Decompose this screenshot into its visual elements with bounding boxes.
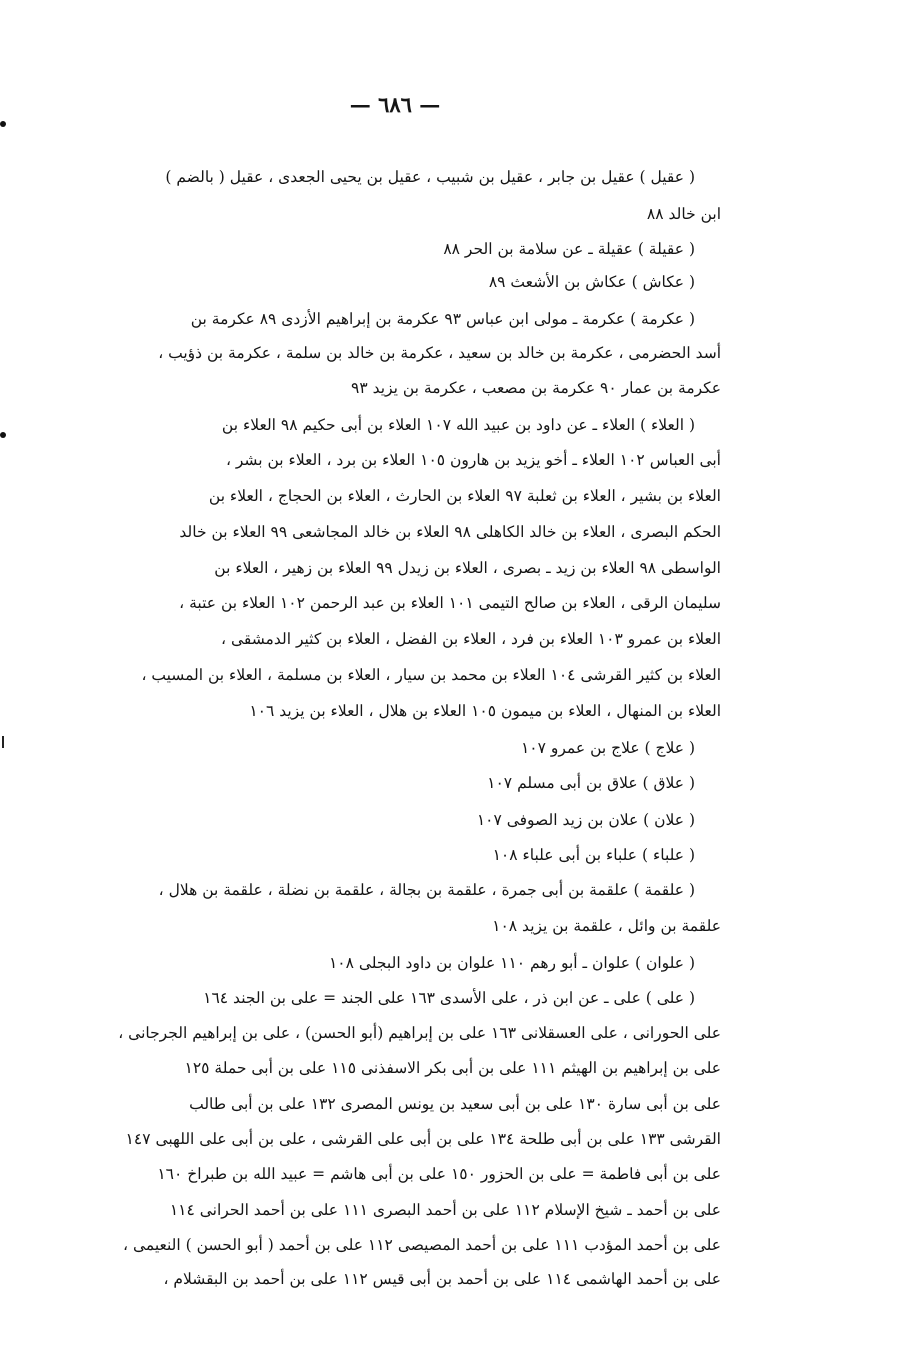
text-line: على بن أحمد الهاشمى ١١٤ على بن أحمد بن أبى قيس ١١٢ على بن أحمد بن البقشلام ، (163, 1270, 721, 1288)
text-line: عكرمة بن عمار ٩٠ عكرمة بن مصعب ، عكرمة بن يزيد ٩٣ (351, 379, 721, 397)
text-line: ( عكرمة ) عكرمة ـ مولى ابن عباس ٩٣ عكرمة بن إبراهيم الأزدى ٨٩ عكرمة بن (190, 310, 695, 328)
text-line: العلاء بن بشير ، العلاء بن ثعلبة ٩٧ العلاء بن الحارث ، العلاء بن الحجاج ، العلاء بن (208, 487, 721, 505)
text-line: ( عكاش ) عكاش بن الأشعث ٨٩ (488, 273, 695, 291)
text-line: العلاء بن كثير القرشى ١٠٤ العلاء بن محمد بن سيار ، العلاء بن مسلمة ، العلاء بن المسيب ، (141, 666, 721, 684)
text-line: ( علان ) علان بن زيد الصوفى ١٠٧ (476, 811, 695, 829)
text-line: على بن أحمد ـ شيخ الإسلام ١١٢ على بن أحمد البصرى ١١١ على بن أحمد الحرانى ١١٤ (169, 1201, 721, 1219)
text-line: أبى العباس ١٠٢ العلاء ـ أخو يزيد بن هارون ١٠٥ العلاء بن برد ، العلاء بن بشر ، (225, 451, 721, 469)
text-line: على بن أبى سارة ١٣٠ على بن أبى سعيد بن يونس المصرى ١٣٢ على بن أبى طالب (189, 1095, 721, 1113)
text-line: ( عقيلة ) عقيلة ـ عن سلامة بن الحر ٨٨ (443, 240, 695, 258)
text-line: علقمة بن وائل ، علقمة بن يزيد ١٠٨ (492, 917, 721, 935)
text-line: ( علاق ) علاق بن أبى مسلم ١٠٧ (487, 774, 695, 792)
text-line: القرشى ١٣٣ على بن أبى طلحة ١٣٤ على بن أبى على القرشى ، على بن أبى على اللهبى ١٤٧ (125, 1130, 721, 1148)
text-line: على بن إبراهيم بن الهيثم ١١١ على بن أبى بكر الاسفذنى ١١٥ على بن أبى حملة ١٢٥ (184, 1059, 721, 1077)
text-line: على بن أحمد المؤدب ١١١ على بن أحمد المصيصى ١١٢ على بن أحمد ( أبو الحسن ) النعيمى ، (123, 1236, 721, 1254)
text-line: ( عقيل ) عقيل بن جابر ، عقيل بن شبيب ، عقيل بن يحيى الجعدى ، عقيل ( بالضم ) (165, 168, 695, 186)
text-line: العلاء بن عمرو ١٠٣ العلاء بن فرد ، العلاء بن الفضل ، العلاء بن كثير الدمشقى ، (221, 630, 721, 648)
text-line: ( علاج ) علاج بن عمرو ١٠٧ (520, 739, 695, 757)
text-line: ( علباء ) علباء بن أبى علباء ١٠٨ (492, 846, 695, 864)
text-line: ( علقمة ) علقمة بن أبى جمرة ، علقمة بن بجالة ، علقمة بن نضلة ، علقمة بن هلال ، (158, 881, 695, 899)
page-number: — ٦٨٦ — (349, 92, 441, 117)
text-line: على الحورانى ، على العسقلانى ١٦٣ على بن إبراهيم (أبو الحسن) ، على بن إبراهيم الجرجانى ، (118, 1024, 721, 1042)
text-line: على بن أبى فاطمة = على بن الحزور ١٥٠ على بن أبى هاشم = عبيد الله بن طبراخ ١٦٠ (157, 1165, 721, 1183)
text-line: الواسطى ٩٨ العلاء بن زيد ـ بصرى ، العلاء بن زيدل ٩٩ العلاء بن زهير ، العلاء بن (214, 559, 721, 577)
text-line: ( العلاء ) العلاء ـ عن داود بن عبيد الله ١٠٧ العلاء بن أبى حكيم ٩٨ العلاء بن (221, 416, 695, 434)
text-line: ( علوان ) علوان ـ أبو رهم ١١٠ علوان بن داود البجلى ١٠٨ (328, 954, 695, 972)
text-line: الحكم البصرى ، العلاء بن خالد الكاهلى ٩٨ العلاء بن خالد المجاشعى ٩٩ العلاء بن خالد (179, 523, 721, 541)
text-line: سليمان الرقى ، العلاء بن صالح التيمى ١٠١ العلاء بن عبد الرحمن ١٠٢ العلاء بن عتبة ، (179, 594, 721, 612)
text-line: العلاء بن المنهال ، العلاء بن ميمون ١٠٥ العلاء بن هلال ، العلاء بن يزيد ١٠٦ (249, 702, 721, 720)
text-line: ( على ) على ـ عن ابن ذر ، على الأسدى ١٦٣ على الجند = على بن الجند ١٦٤ (203, 989, 695, 1007)
text-line: أسد الحضرمى ، عكرمة بن خالد بن سعيد ، عكرمة بن خالد بن سلمة ، عكرمة بن ذؤيب ، (158, 344, 721, 362)
text-line: ابن خالد ٨٨ (646, 205, 721, 223)
